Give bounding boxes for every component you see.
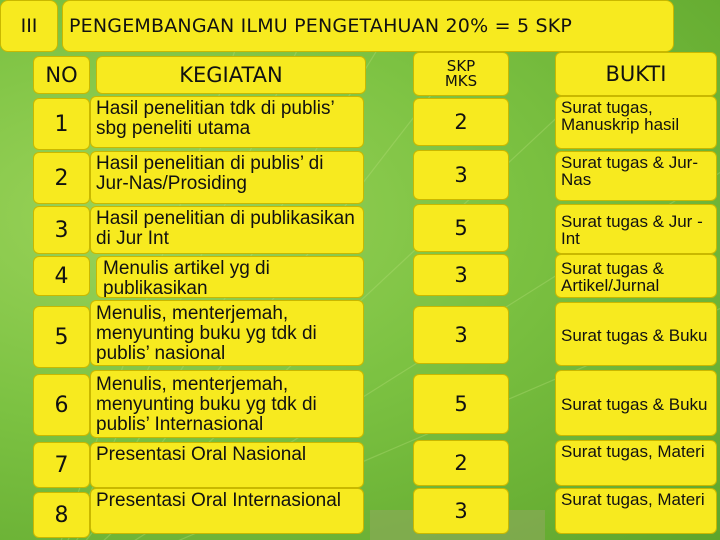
row-2-kegiatan: Hasil penelitian di publis’ di Jur-Nas/Prosiding: [90, 151, 364, 204]
row-1-no: 1: [33, 98, 90, 150]
row-4-kegiatan: Menulis artikel yg di publikasikan: [96, 256, 364, 298]
section-number: III: [0, 0, 58, 52]
row-3-kegiatan: Hasil penelitian di publikasikan di Jur Int: [90, 206, 364, 254]
header-bukti: BUKTI: [555, 52, 717, 96]
row-6-skp: 5: [413, 374, 509, 434]
row-4-skp: 3: [413, 254, 509, 296]
header-skp-line1: SKP: [446, 57, 476, 75]
row-4-bukti: Surat tugas & Artikel/Jurnal: [555, 254, 717, 298]
row-8-bukti: Surat tugas, Materi: [555, 488, 717, 534]
row-1-skp: 2: [413, 98, 509, 146]
row-1-bukti: Surat tugas, Manuskrip hasil: [555, 96, 717, 149]
row-2-bukti: Surat tugas & Jur-Nas: [555, 151, 717, 201]
row-1-kegiatan: Hasil penelitian tdk di publis’ sbg peneliti utama: [90, 96, 364, 148]
row-7-kegiatan: Presentasi Oral Nasional: [90, 442, 364, 488]
row-8-kegiatan: Presentasi Oral Internasional: [90, 488, 364, 534]
row-8-skp: 3: [413, 488, 509, 534]
row-7-no: 7: [33, 442, 90, 488]
row-4-no: 4: [33, 256, 90, 296]
row-3-no: 3: [33, 206, 90, 254]
row-2-skp: 3: [413, 150, 509, 200]
row-8-no: 8: [33, 492, 90, 538]
row-5-no: 5: [33, 306, 90, 368]
header-kegiatan: KEGIATAN: [96, 56, 366, 94]
header-no: NO: [33, 56, 90, 94]
row-6-no: 6: [33, 374, 90, 436]
header-skp-line2: MKS: [444, 72, 478, 90]
row-3-bukti: Surat tugas & Jur - Int: [555, 204, 717, 254]
header-skp: [413, 52, 509, 96]
row-5-bukti: Surat tugas & Buku: [555, 302, 717, 366]
row-5-kegiatan: Menulis, menterjemah, menyunting buku yg tdk di publis’ nasional: [90, 300, 364, 366]
row-6-bukti: Surat tugas & Buku: [555, 370, 717, 436]
row-7-bukti: Surat tugas, Materi: [555, 440, 717, 486]
row-2-no: 2: [33, 152, 90, 204]
row-3-skp: 5: [413, 204, 509, 252]
row-5-skp: 3: [413, 306, 509, 364]
row-6-kegiatan: Menulis, menterjemah, menyunting buku yg tdk di publis’ Internasional: [90, 370, 364, 438]
slide-title: PENGEMBANGAN ILMU PENGETAHUAN 20% = 5 SKP: [62, 0, 674, 52]
row-7-skp: 2: [413, 440, 509, 486]
